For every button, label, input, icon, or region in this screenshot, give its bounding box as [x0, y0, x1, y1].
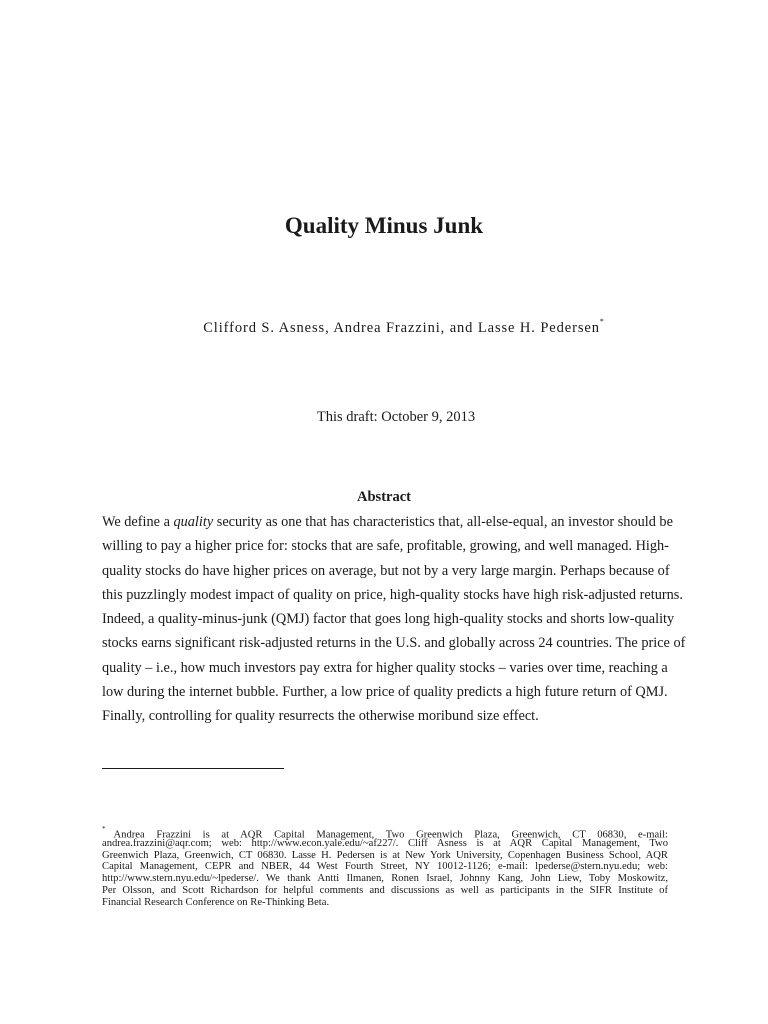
- footnote-line: [102, 825, 668, 841]
- abstract-body: [102, 510, 686, 729]
- footnote-line: Per Olsson, and Scott Richardson for helpful comments and discussions as well as participants in the SIFR Institute of: [102, 884, 668, 896]
- author-footnote-marker: *: [599, 317, 605, 326]
- footnote-line: andrea.frazzini@aqr.com; web: http://www.econ.yale.edu/~af227/. Cliff Asness is at AQR Capital Management, Two: [102, 837, 668, 849]
- footnote-line: http://www.stern.nyu.edu/~lpederse/. We thank Antti Ilmanen, Ronen Israel, Johnny Kang, John Liew, Toby Moskowitz,: [102, 873, 668, 885]
- abstract-text: security as one that has characteristics that, all-else-equal, an investor should be: [213, 514, 673, 530]
- footnote-line: Financial Research Conference on Re-Thinking Beta.: [102, 896, 330, 908]
- abstract-heading: Abstract: [357, 489, 411, 505]
- author-list: [0, 312, 768, 340]
- abstract-line: quality stocks do have higher prices on average, but not by a very large margin. Perhaps because of: [102, 562, 670, 579]
- draft-date: This draft: October 9, 2013: [316, 409, 476, 425]
- abstract-line: Indeed, a quality-minus-junk (QMJ) factor that goes long high-quality stocks and shorts low-quality: [102, 611, 675, 628]
- footnote-line: Capital Management, CEPR and NBER, 44 West Fourth Street, NY 10012-1126; e-mail: lpederse@stern.nyu.edu; web:: [102, 861, 668, 873]
- abstract-line: stocks earns significant risk-adjusted returns in the U.S. and globally across 24 countries. The price of: [102, 635, 686, 652]
- paper-title: Quality Minus Junk: [284, 213, 484, 238]
- abstract-line: willing to pay a higher price for: stocks that are safe, profitable, growing, and well managed. High-: [102, 538, 669, 555]
- author-names: Clifford S. Asness, Andrea Frazzini, and Lasse H. Pedersen: [203, 319, 600, 336]
- footnote-divider: [102, 768, 284, 769]
- abstract-line: this puzzlingly modest impact of quality on price, high-quality stocks have high risk-adjusted returns.: [102, 586, 683, 603]
- abstract-emphasis: quality: [173, 514, 214, 530]
- footnote-text: Andrea Frazzini is at AQR Capital Management, Two Greenwich Plaza, Greenwich, CT 06830, e-mail:: [113, 829, 668, 841]
- abstract-line: Finally, controlling for quality resurrects the otherwise moribund size effect.: [102, 708, 539, 725]
- footnote-marker: *: [102, 825, 106, 833]
- abstract-text: We define a: [102, 514, 174, 530]
- footnote-line: Greenwich Plaza, Greenwich, CT 06830. Lasse H. Pedersen is at New York University, Copenhagen Business School, AQR: [102, 849, 668, 861]
- footnote: [102, 826, 668, 909]
- abstract-line: [102, 510, 673, 534]
- abstract-line: quality – i.e., how much investors pay extra for higher quality stocks – varies over time, reaching a: [102, 659, 668, 676]
- abstract-line: low during the internet bubble. Further, a low price of quality predicts a high future return of QMJ.: [102, 684, 668, 701]
